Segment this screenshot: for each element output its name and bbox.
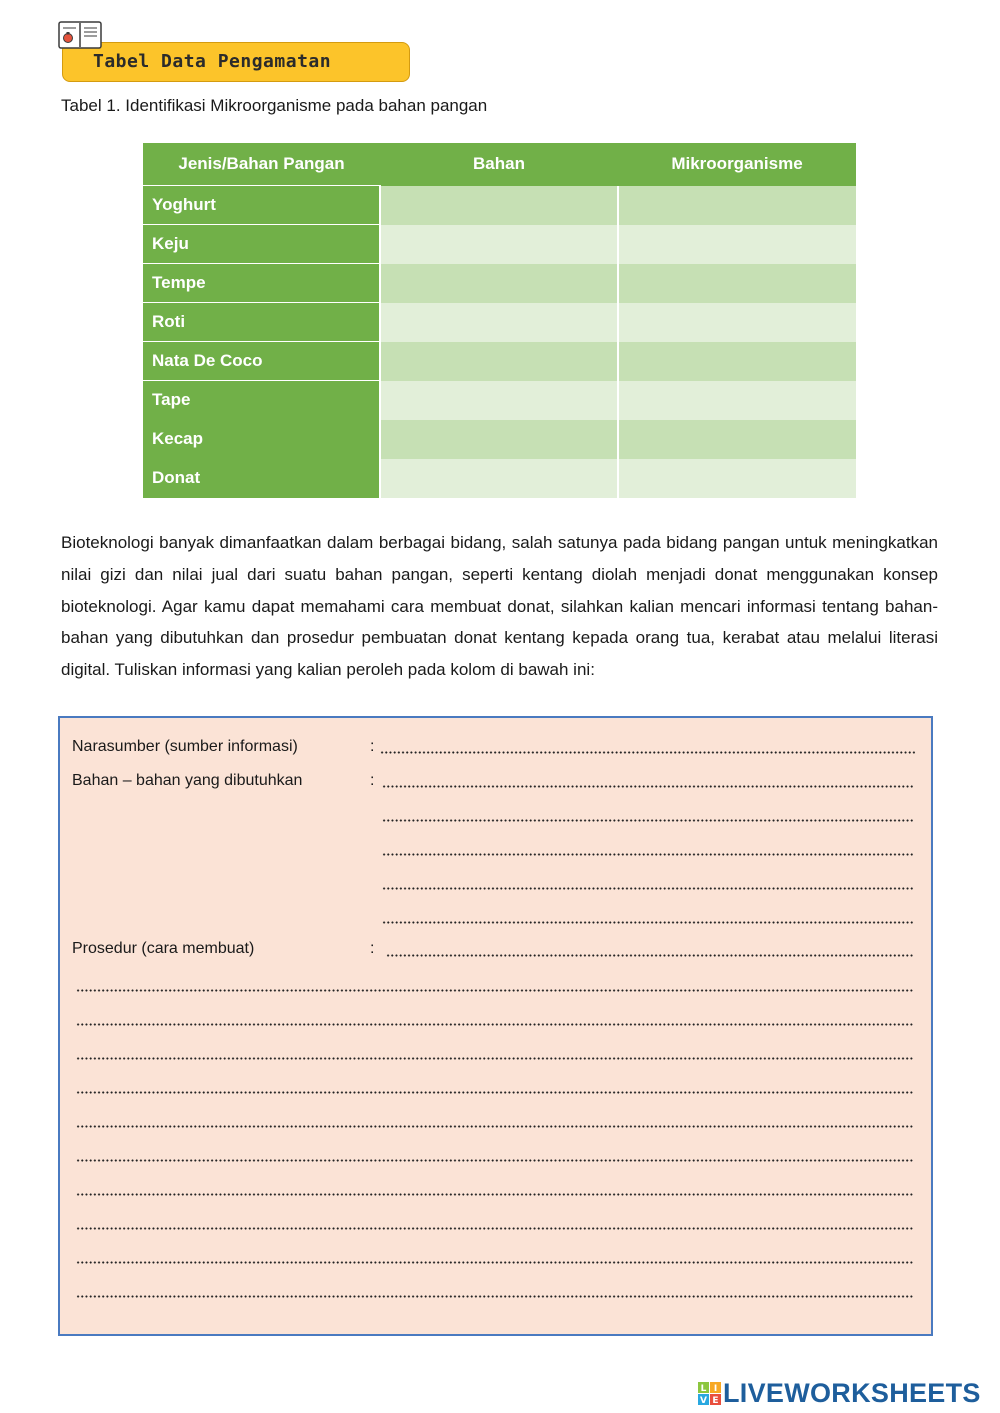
- section-title-banner: [62, 42, 410, 82]
- answer-cell-mikroorganisme[interactable]: [618, 264, 856, 303]
- prosedur-answer-line[interactable]: [76, 1012, 913, 1026]
- answer-cell-bahan[interactable]: [380, 459, 618, 498]
- answer-cell-mikroorganisme[interactable]: [618, 225, 856, 264]
- answer-cell-bahan[interactable]: [380, 186, 618, 225]
- instruction-paragraph: Bioteknologi banyak dimanfaatkan dalam berbagai bidang, salah satunya pada bidang pangan untuk meningkatkan nilai gizi dan nilai jual dari suatu bahan pangan, seperti kentang diolah menjadi donat menggunakan konsep bioteknologi. Agar kamu dapat memahami cara membuat donat, silahkan kalian mencari informasi tentang bahan-bahan yang dibutuhkan dan prosedur pembuatan donat kentang kepada orang tua, kerabat atau melalui literasi digital. Tuliskan informasi yang kalian peroleh pada kolom di bawah ini:: [61, 533, 938, 680]
- svg-text:L: L: [700, 1384, 707, 1394]
- column-header-bahan: Bahan: [380, 143, 618, 186]
- bahan-label: Bahan – bahan yang dibutuhkan: [72, 772, 303, 789]
- answer-cell-bahan[interactable]: [380, 420, 618, 459]
- bahan-answer-line[interactable]: [382, 808, 913, 822]
- bahan-answer-line[interactable]: [382, 876, 913, 890]
- table-row: [143, 381, 856, 420]
- colon: :: [370, 738, 375, 755]
- answer-cell-bahan[interactable]: [380, 303, 618, 342]
- prosedur-answer-line[interactable]: [76, 978, 913, 992]
- observation-table: [143, 143, 856, 498]
- svg-text:E: E: [712, 1396, 719, 1406]
- column-header-jenis: Jenis/Bahan Pangan: [143, 143, 380, 186]
- table-row: [143, 225, 856, 264]
- watermark-text: LIVEWORKSHEETS: [723, 1378, 981, 1408]
- prosedur-label: Prosedur (cara membuat): [72, 940, 255, 957]
- bahan-answer-line[interactable]: [382, 774, 913, 788]
- prosedur-answer-line[interactable]: [386, 943, 913, 957]
- narasumber-label: Narasumber (sumber informasi): [72, 738, 298, 755]
- section-title: Tabel Data Pengamatan: [93, 51, 332, 72]
- answer-cell-mikroorganisme[interactable]: [618, 186, 856, 225]
- row-label: Nata De Coco: [143, 342, 380, 381]
- svg-text:V: V: [700, 1396, 707, 1406]
- table-row: [143, 459, 856, 498]
- column-header-mikroorganisme: Mikroorganisme: [618, 143, 856, 186]
- table-row: [143, 342, 856, 381]
- prosedur-answer-line[interactable]: [76, 1182, 913, 1196]
- answer-cell-mikroorganisme[interactable]: [618, 459, 856, 498]
- table-caption: Tabel 1. Identifikasi Mikroorganisme pada bahan pangan: [61, 96, 488, 115]
- answer-cell-mikroorganisme[interactable]: [618, 342, 856, 381]
- row-label: Kecap: [143, 420, 380, 459]
- answer-cell-bahan[interactable]: [380, 225, 618, 264]
- bahan-answer-line[interactable]: [382, 910, 913, 924]
- row-label: Tape: [143, 381, 380, 420]
- answer-cell-bahan[interactable]: [380, 381, 618, 420]
- table-row: [143, 186, 856, 225]
- answer-cell-mikroorganisme[interactable]: [618, 303, 856, 342]
- row-label: Tempe: [143, 264, 380, 303]
- row-label: Roti: [143, 303, 380, 342]
- prosedur-answer-line[interactable]: [76, 1046, 913, 1060]
- table-row: [143, 303, 856, 342]
- svg-text:I: I: [713, 1384, 718, 1394]
- prosedur-answer-line[interactable]: [76, 1080, 913, 1094]
- table-row: [143, 264, 856, 303]
- row-label: Donat: [143, 459, 380, 498]
- prosedur-answer-line[interactable]: [76, 1216, 913, 1230]
- answer-form-box: [58, 716, 933, 1336]
- table-row: [143, 420, 856, 459]
- row-label: Keju: [143, 225, 380, 264]
- prosedur-answer-line[interactable]: [76, 1148, 913, 1162]
- answer-cell-mikroorganisme[interactable]: [618, 381, 856, 420]
- row-label: Yoghurt: [143, 186, 380, 225]
- narasumber-answer-line[interactable]: [380, 740, 915, 754]
- prosedur-answer-line[interactable]: [76, 1284, 913, 1298]
- answer-cell-bahan[interactable]: [380, 264, 618, 303]
- prosedur-answer-line[interactable]: [76, 1114, 913, 1128]
- bahan-answer-line[interactable]: [382, 842, 913, 856]
- answer-cell-bahan[interactable]: [380, 342, 618, 381]
- open-book-icon: [58, 20, 102, 50]
- colon: :: [370, 940, 375, 957]
- liveworksheets-logo-icon: [697, 1381, 723, 1407]
- answer-cell-mikroorganisme[interactable]: [618, 420, 856, 459]
- colon: :: [370, 772, 375, 789]
- prosedur-answer-line[interactable]: [76, 1250, 913, 1264]
